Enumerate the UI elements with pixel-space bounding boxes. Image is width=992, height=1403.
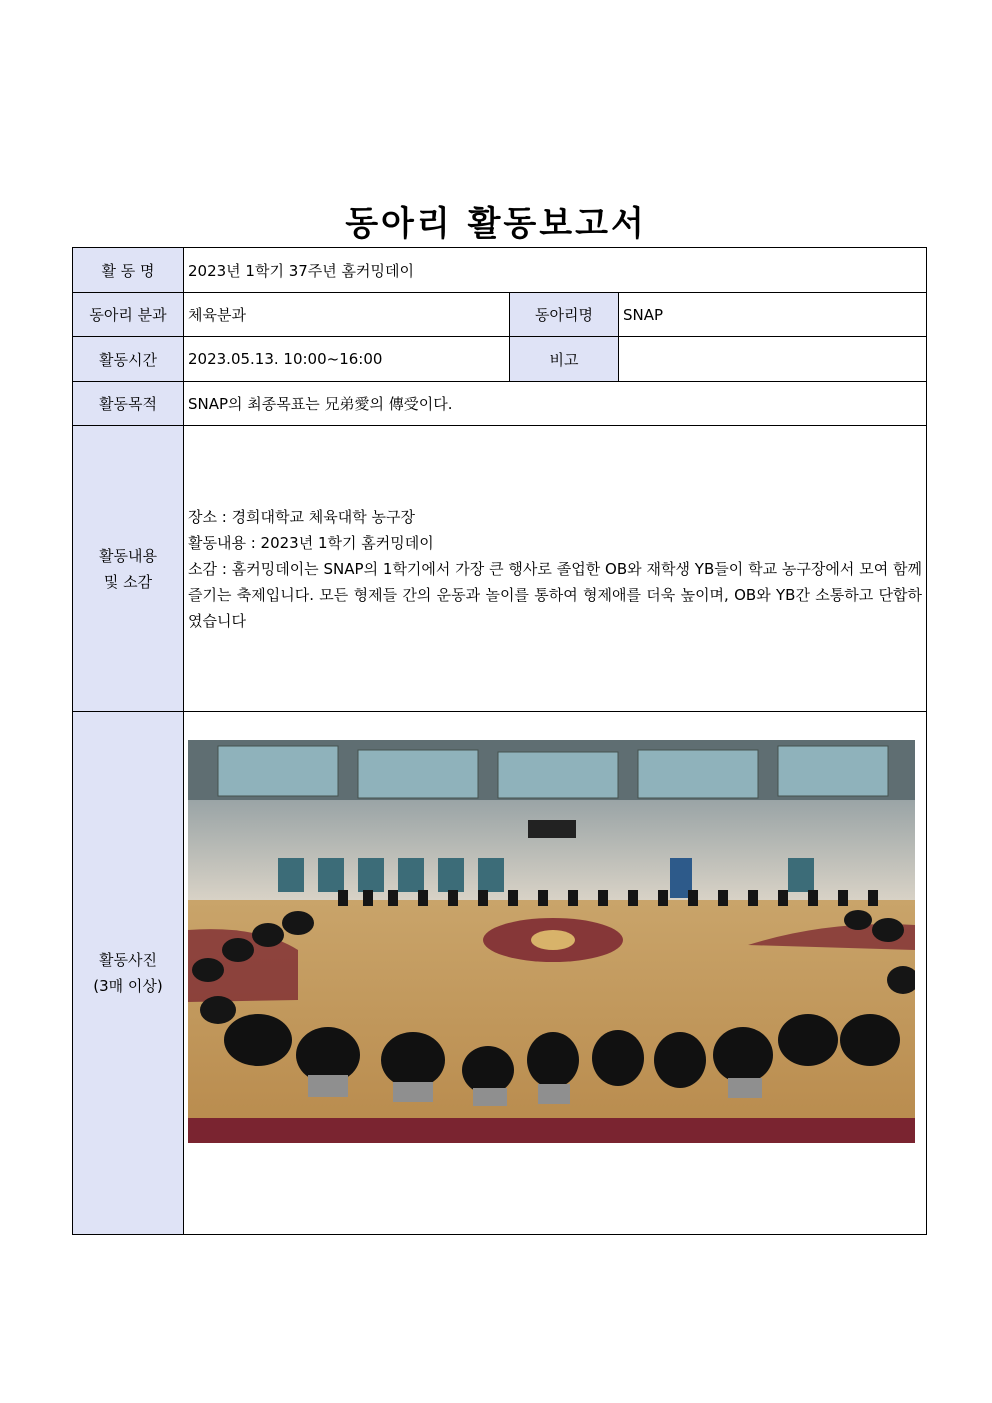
photo-scoreboard (528, 820, 576, 838)
note-value (619, 337, 927, 382)
activity-name-label: 활 동 명 (73, 248, 184, 293)
purpose-label: 활동목적 (73, 382, 184, 426)
activity-time-value: 2023.05.13. 10:00~16:00 (184, 337, 510, 382)
club-name-label: 동아리명 (510, 293, 619, 337)
content-impression: 소감 : 홈커밍데이는 SNAP의 1학기에서 가장 큰 행사로 졸업한 OB와 재학생 YB들이 학교 농구장에서 모여 함께 즐기는 축제입니다. 모든 형제들 간의 운동과 놀이를 통하여 형제애를 더욱 높이며, OB와 YB간 소통하고 단합하였습니다 (188, 559, 923, 630)
photos-label (73, 712, 184, 1235)
note-label: 비고 (510, 337, 619, 382)
photos-label-line2: (3매 이상) (93, 977, 163, 995)
activity-time-label: 활동시간 (73, 337, 184, 382)
club-name-value: SNAP (619, 293, 927, 337)
purpose-value: SNAP의 최종목표는 兄弟愛의 傳受이다. (184, 382, 927, 426)
division-value: 체육분과 (184, 293, 510, 337)
content-label (73, 426, 184, 712)
page-title: 동아리 활동보고서 (345, 204, 647, 244)
content-label-line1: 활동내용 (99, 546, 157, 565)
row-activity-name (73, 248, 927, 293)
photos-label-line1: 활동사진 (99, 951, 157, 969)
report-table (72, 247, 927, 1235)
content-label-line2: 및 소감 (103, 572, 153, 591)
row-activity-time (73, 337, 927, 382)
content-activity: 활동내용 : 2023년 1학기 홈커밍데이 (188, 533, 434, 552)
activity-name-value: 2023년 1학기 37주년 홈커밍데이 (184, 248, 927, 293)
row-content (73, 426, 927, 712)
activity-photo (188, 740, 915, 1143)
row-photos (73, 712, 927, 1235)
row-purpose (73, 382, 927, 426)
photos-cell (184, 712, 927, 1235)
division-label: 동아리 분과 (73, 293, 184, 337)
content-body (184, 426, 927, 712)
photo-center-logo (531, 930, 575, 950)
photo-upper-windows (218, 746, 888, 798)
photo-baseline-band (188, 1118, 915, 1143)
content-place: 장소 : 경희대학교 체육대학 농구장 (188, 507, 415, 526)
row-division (73, 293, 927, 337)
